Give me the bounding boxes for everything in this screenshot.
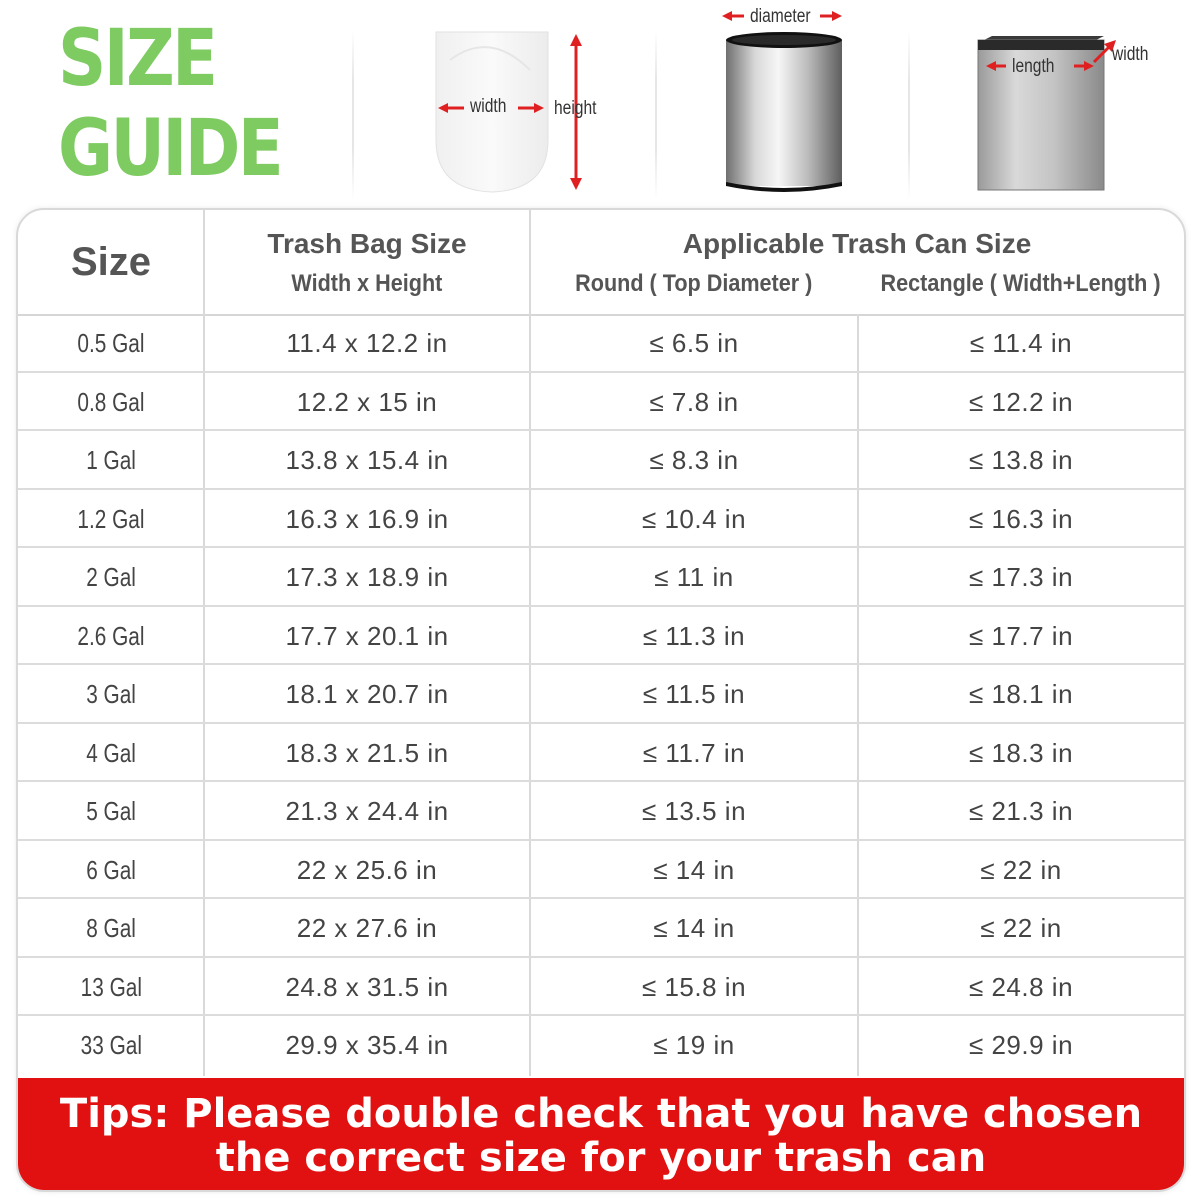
size-cell-text: 2.6 Gal — [77, 620, 145, 651]
round-trash-can-icon — [716, 0, 856, 200]
round-can-cell: ≤ 11.3 in — [642, 620, 746, 651]
bag-size-cell: 16.3 x 16.9 in — [285, 503, 449, 534]
round-can-illustration — [716, 0, 856, 200]
header-size: Size — [70, 240, 152, 284]
size-cell — [18, 548, 204, 604]
header-bag-size: Trash Bag Size — [267, 228, 467, 259]
bag-size-cell: 21.3 x 24.4 in — [285, 796, 449, 826]
round-can-cell: ≤ 14 in — [653, 854, 735, 885]
title-line-2: GUIDE — [58, 104, 282, 194]
table-row — [18, 958, 1184, 1017]
table-row — [18, 607, 1184, 666]
header-can-size: Applicable Trash Can Size — [682, 228, 1032, 259]
table-body — [18, 314, 1184, 1075]
bag-size-cell: 22 x 27.6 in — [296, 913, 438, 943]
header-divider — [655, 30, 657, 200]
size-guide-title — [58, 14, 316, 194]
header-rectangle-text: Rectangle ( Width+Length ) — [880, 270, 1161, 297]
size-cell — [18, 314, 204, 370]
header-divider — [352, 30, 354, 200]
size-cell — [18, 665, 204, 721]
table-row — [18, 899, 1184, 958]
round-can-cell: ≤ 8.3 in — [649, 445, 739, 475]
round-can-cell: ≤ 15.8 in — [641, 971, 747, 1002]
round-can-cell: ≤ 6.5 in — [649, 328, 739, 358]
size-cell — [18, 373, 204, 429]
size-cell-text: 0.8 Gal — [77, 386, 145, 417]
bag-size-cell: 13.8 x 15.4 in — [285, 445, 449, 475]
size-cell-text: 13 Gal — [80, 971, 142, 1002]
header-rectangle — [858, 270, 1184, 298]
bag-width-label: width — [470, 96, 507, 117]
title-line-1: SIZE — [58, 14, 216, 104]
rect-can-cell: ≤ 22 in — [980, 854, 1062, 885]
bag-size-cell: 18.3 x 21.5 in — [285, 737, 449, 768]
table-row — [18, 724, 1184, 783]
size-cell — [18, 782, 204, 838]
size-cell — [18, 490, 204, 546]
tips-line-1: Tips: Please double check that you have chosen — [59, 1091, 1143, 1137]
size-cell — [18, 841, 204, 897]
rectangle-trash-can-icon — [968, 0, 1168, 200]
round-can-cell: ≤ 11.7 in — [642, 737, 746, 768]
bag-size-cell: 22 x 25.6 in — [296, 854, 438, 885]
rect-can-cell: ≤ 22 in — [980, 913, 1062, 943]
table-row — [18, 841, 1184, 900]
table-row — [18, 373, 1184, 432]
header-bag-dimensions — [204, 270, 530, 298]
round-can-cell: ≤ 11.5 in — [642, 679, 746, 709]
size-cell-text: 5 Gal — [86, 796, 136, 826]
size-cell — [18, 724, 204, 780]
round-can-cell: ≤ 7.8 in — [649, 386, 739, 417]
rect-can-cell: ≤ 18.1 in — [968, 679, 1074, 709]
size-cell — [18, 958, 204, 1014]
header-divider — [908, 30, 910, 200]
bag-size-cell: 24.8 x 31.5 in — [285, 971, 449, 1002]
size-cell — [18, 1016, 204, 1072]
round-can-cell: ≤ 13.5 in — [641, 796, 747, 826]
rect-can-cell: ≤ 24.8 in — [968, 971, 1074, 1002]
bag-size-cell: 29.9 x 35.4 in — [285, 1030, 449, 1060]
size-cell-text: 6 Gal — [86, 854, 136, 885]
rect-can-cell: ≤ 12.2 in — [968, 386, 1074, 417]
size-cell — [18, 899, 204, 955]
rect-can-cell: ≤ 18.3 in — [968, 737, 1074, 768]
size-cell-text: 3 Gal — [86, 679, 136, 709]
bag-size-cell: 17.7 x 20.1 in — [285, 620, 449, 651]
bag-height-label: height — [554, 98, 597, 119]
bag-size-cell: 18.1 x 20.7 in — [285, 679, 449, 709]
header-bag-dimensions-text: Width x Height — [291, 270, 443, 297]
rect-can-cell: ≤ 17.3 in — [968, 562, 1074, 592]
tips-line-2: the correct size for your trash can — [215, 1135, 987, 1181]
can-width-label: width — [1112, 44, 1149, 65]
table-row — [18, 548, 1184, 607]
size-cell — [18, 431, 204, 487]
size-cell-text: 4 Gal — [86, 737, 136, 768]
size-cell — [18, 607, 204, 663]
rectangle-can-illustration — [968, 0, 1168, 200]
size-cell-text: 1.2 Gal — [77, 503, 145, 534]
round-can-cell: ≤ 10.4 in — [641, 503, 747, 534]
size-cell-text: 2 Gal — [86, 562, 136, 592]
size-table — [16, 208, 1186, 1192]
can-length-label: length — [1012, 56, 1055, 77]
size-cell-text: 33 Gal — [80, 1030, 142, 1060]
bag-size-cell: 11.4 x 12.2 in — [286, 328, 448, 358]
rect-can-cell: ≤ 29.9 in — [968, 1030, 1074, 1060]
size-cell-text: 8 Gal — [86, 913, 136, 943]
size-cell-text: 1 Gal — [86, 445, 136, 475]
table-row — [18, 782, 1184, 841]
trash-bag-illustration — [420, 0, 620, 200]
can-diameter-label: diameter — [750, 6, 811, 27]
bag-size-cell: 17.3 x 18.9 in — [285, 562, 449, 592]
rect-can-cell: ≤ 16.3 in — [968, 503, 1074, 534]
tips-banner — [18, 1078, 1184, 1190]
size-cell-text: 0.5 Gal — [77, 328, 145, 358]
table-row — [18, 431, 1184, 490]
table-row — [18, 1016, 1184, 1075]
bag-size-cell: 12.2 x 15 in — [296, 386, 438, 417]
round-can-cell: ≤ 14 in — [653, 913, 735, 943]
rect-can-cell: ≤ 11.4 in — [969, 328, 1073, 358]
table-row — [18, 314, 1184, 373]
round-can-cell: ≤ 11 in — [654, 562, 734, 592]
rect-can-cell: ≤ 13.8 in — [968, 445, 1074, 475]
table-row — [18, 490, 1184, 549]
table-header — [18, 210, 1184, 316]
rect-can-cell: ≤ 17.7 in — [968, 620, 1074, 651]
round-can-cell: ≤ 19 in — [653, 1030, 735, 1060]
header-round — [530, 270, 858, 298]
header-round-text: Round ( Top Diameter ) — [575, 270, 813, 297]
rect-can-cell: ≤ 21.3 in — [968, 796, 1074, 826]
table-row — [18, 665, 1184, 724]
